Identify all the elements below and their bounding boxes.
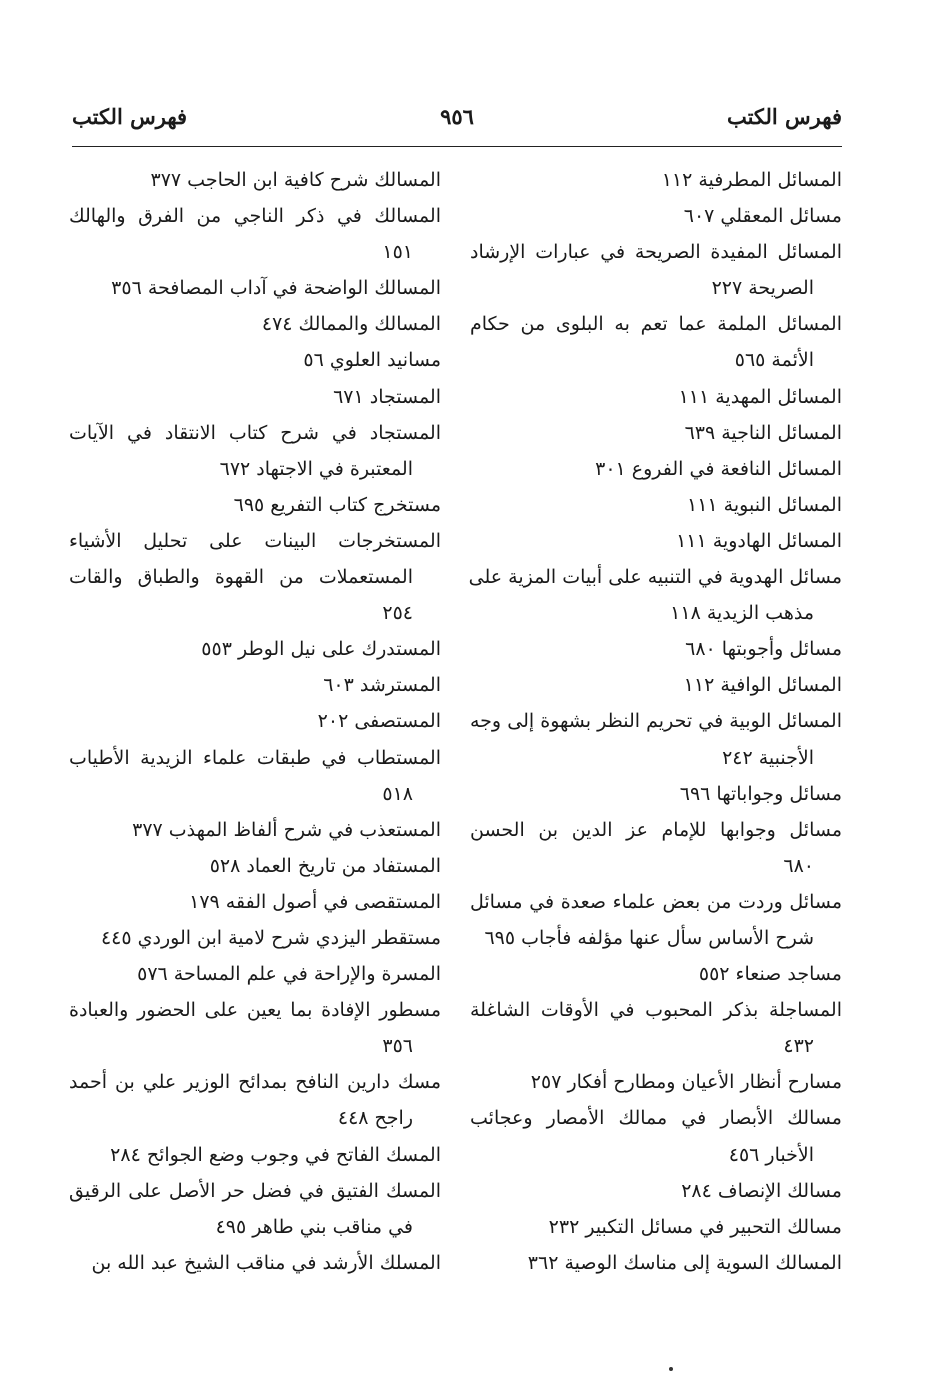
- index-entry: [470, 306, 842, 378]
- entry-title-line: مسانيد العلوي ٥٦: [303, 349, 441, 372]
- index-column-right: [470, 162, 842, 1281]
- entry-title-line: المسترشد ٦٠٣: [323, 674, 441, 697]
- index-entry: [470, 956, 842, 992]
- entry-title-line: المسالك شرح كافية ابن الحاجب ٣٧٧: [150, 169, 441, 191]
- entry-continuation-line: الصريحة ٢٢٧: [711, 277, 814, 300]
- entry-title-line: المسائل المهدية ١١١: [678, 385, 842, 408]
- entry-continuation-line: ٦٨٠: [783, 854, 814, 877]
- index-entry: [69, 812, 441, 848]
- entry-title-line: مسائل وأجوبتها ٦٨٠: [685, 638, 842, 661]
- entry-title-line: مسطور الإفادة بما يعين على الحضور والعبادة: [69, 999, 441, 1022]
- entry-continuation-line: الأئمة ٥٦٥: [734, 349, 814, 372]
- index-entry: [470, 992, 842, 1064]
- page-header: [72, 104, 842, 138]
- index-entry: [470, 451, 842, 487]
- entry-title-line: المسائل النبوية ١١١: [687, 493, 842, 516]
- entry-title-line: مسائل المعقلي ٦٠٧: [683, 205, 842, 228]
- index-entry: [69, 415, 441, 487]
- index-entry: [470, 198, 842, 234]
- index-entry: [69, 956, 441, 992]
- entry-title-line: المستجاد ٦٧١: [333, 385, 441, 408]
- index-entry: [69, 1245, 441, 1281]
- index-entry: [69, 920, 441, 956]
- entry-title-line: المسائل الوبية في تحريم النظر بشهوة إلى وجه: [470, 710, 842, 733]
- entry-title-line: مساجد صنعاء ٥٥٢: [698, 963, 842, 986]
- index-entry: [470, 1064, 842, 1100]
- index-entry: [470, 415, 842, 451]
- entry-title-line: المسالك الواضحة في آداب المصافحة ٣٥٦: [111, 277, 441, 300]
- entry-title-line: المسلك الأرشد في مناقب الشيخ عبد الله بن: [91, 1251, 441, 1274]
- index-column-left: [69, 162, 441, 1281]
- index-entry: [69, 1173, 441, 1245]
- entry-title-line: مستخرج كتاب التفريع ٦٩٥: [233, 493, 441, 516]
- entry-continuation-line: ٣٥٦: [382, 1035, 413, 1058]
- index-entry: [470, 776, 842, 812]
- index-entry: [69, 992, 441, 1064]
- entry-title-line: المستصفى ٢٠٢: [317, 710, 441, 733]
- index-entry: [69, 667, 441, 703]
- index-entry: [69, 1064, 441, 1136]
- index-entry: [470, 703, 842, 775]
- header-rule: [72, 146, 842, 147]
- index-entry: [470, 379, 842, 415]
- index-entry: [69, 740, 441, 812]
- index-entry: [69, 342, 441, 378]
- entry-title-line: المستدرك على نيل الوطر ٥٥٣: [201, 638, 441, 661]
- entry-title-line: المسائل الهادوية ١١١: [676, 529, 842, 552]
- entry-title-line: مسائل الهدوية في التنبيه على أبيات المزية على: [468, 566, 842, 589]
- entry-title-line: المستعذب في شرح ألفاظ المهذب ٣٧٧: [132, 818, 441, 841]
- entry-continuation-line: شرح الأساس سأل عنها مؤلفه فأجاب ٦٩٥: [484, 926, 814, 949]
- entry-title-line: المساجلة بذكر المحبوب في الأوقات الشاغلة: [470, 999, 842, 1022]
- entry-title-line: المستفاد من تاريخ العماد ٥٢٨: [209, 854, 441, 877]
- entry-title-line: المسائل الملمة عما تعم به البلوى من حكام: [470, 313, 842, 336]
- entry-continuation-line: الأخبار ٤٥٦: [728, 1143, 814, 1166]
- index-entry: [69, 848, 441, 884]
- entry-continuation-line: ٢٥٤: [382, 602, 413, 625]
- entry-title-line: المسائل المطرفية ١١٢: [661, 169, 842, 191]
- entry-title-line: مسالك التحبير في مسائل التكبير ٢٣٢: [548, 1215, 842, 1238]
- index-entry: [69, 703, 441, 739]
- index-entry: [470, 162, 842, 198]
- entry-title-line: المسرة والإراحة في علم المساحة ٥٧٦: [137, 963, 441, 986]
- entry-continuation-line: ١٥١: [382, 241, 413, 264]
- index-entry: [470, 234, 842, 306]
- index-entry: [470, 667, 842, 703]
- entry-continuation-line: المستعملات من القهوة والطباق والقات: [69, 566, 413, 589]
- entry-title-line: المسك الفتيق في فضل حر الأصل على الرقيق: [69, 1179, 441, 1202]
- entry-title-line: المسالك والممالك ٤٧٤: [261, 313, 441, 336]
- entry-title-line: مستقطر اليزدي شرح لامية ابن الوردي ٤٤٥: [100, 926, 441, 949]
- index-entry: [69, 1137, 441, 1173]
- index-entry: [69, 631, 441, 667]
- entry-title-line: المستجاد في شرح كتاب الانتقاد في الآيات: [69, 421, 441, 444]
- entry-title-line: المسائل النافعة في الفروع ٣٠١: [595, 457, 842, 480]
- page-number: ٩٥٦: [440, 104, 474, 129]
- entry-continuation-line: في مناقب بني طاهر ٤٩٥: [215, 1215, 413, 1238]
- index-entry: [69, 198, 441, 270]
- entry-continuation-line: راجح ٤٤٨: [337, 1107, 413, 1130]
- index-entry: [69, 379, 441, 415]
- index-entry: [69, 306, 441, 342]
- entry-title-line: مسارح أنظار الأعيان ومطارح أفكار ٢٥٧: [530, 1071, 842, 1094]
- running-title-right: فهرس الكتب: [726, 104, 842, 129]
- entry-continuation-line: المعتبرة في الاجتهاد ٦٧٢: [219, 457, 413, 480]
- entry-title-line: المسك الفاتح في وجوب وضع الجوائح ٢٨٤: [110, 1143, 441, 1166]
- entry-title-line: المسائل المفيدة الصريحة في عبارات الإرشاد: [470, 241, 842, 264]
- index-entry: [69, 270, 441, 306]
- index-entry: [69, 162, 441, 198]
- index-entry: [470, 1209, 842, 1245]
- index-entry: [470, 1100, 842, 1172]
- entry-title-line: مسائل وجواباتها ٦٩٦: [679, 782, 842, 805]
- entry-title-line: المسالك في ذكر الناجي من الفرق والهالك: [69, 205, 441, 228]
- running-title-left: فهرس الكتب: [72, 104, 188, 129]
- index-entry: [470, 1245, 842, 1281]
- entry-title-line: المسالك السوية إلى مناسك الوصية ٣٦٢: [527, 1251, 842, 1274]
- entry-title-line: المسائل الناجية ٦٣٩: [684, 421, 842, 444]
- index-entry: [470, 884, 842, 956]
- entry-title-line: مسالك الأبصار في ممالك الأمصار وعجائب: [470, 1107, 842, 1130]
- entry-title-line: مسالك الإنصاف ٢٨٤: [681, 1179, 842, 1202]
- entry-continuation-line: ٤٣٢: [783, 1035, 814, 1058]
- index-entry: [69, 523, 441, 631]
- entry-title-line: المستقصى في أصول الفقه ١٧٩: [189, 890, 441, 913]
- entry-continuation-line: الأجنبية ٢٤٢: [722, 746, 814, 769]
- index-entry: [470, 1173, 842, 1209]
- entry-continuation-line: مذهب الزيدية ١١٨: [670, 602, 814, 625]
- entry-title-line: المستطاب في طبقات علماء الزيدية الأطياب: [69, 746, 441, 769]
- index-entry: [69, 487, 441, 523]
- index-entry: [470, 487, 842, 523]
- index-entry: [470, 812, 842, 884]
- index-entry: [470, 523, 842, 559]
- index-entry: [69, 884, 441, 920]
- entry-continuation-line: ٥١٨: [382, 782, 413, 805]
- entry-title-line: المسائل الوافية ١١٢: [683, 674, 842, 697]
- index-entry: [470, 631, 842, 667]
- entry-title-line: مسائل وردت من بعض علماء صعدة في مسائل: [470, 890, 842, 913]
- entry-title-line: المستخرجات البينات على تحليل الأشياء: [69, 529, 441, 552]
- page-mark: [669, 1367, 673, 1371]
- entry-title-line: مسك دارين النافح بمدائح الوزير علي بن أحمد: [69, 1071, 441, 1094]
- entry-title-line: مسائل وجوابها للإمام عز الدين بن الحسن: [470, 818, 842, 841]
- index-entry: [470, 559, 842, 631]
